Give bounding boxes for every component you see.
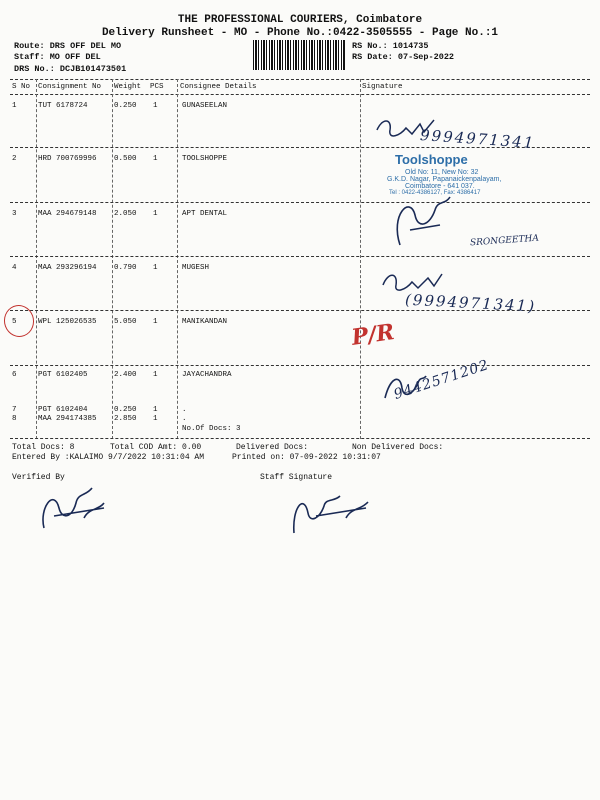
row-pcs: 1 xyxy=(153,406,158,414)
row-weight: 0.250 xyxy=(114,102,137,110)
column-divider xyxy=(112,79,113,439)
signature-scribble xyxy=(380,368,430,408)
stamp-address-line: G.K.D. Nagar, Papanaickenpalayam, xyxy=(387,176,502,183)
row-weight: 0.500 xyxy=(114,155,137,163)
column-divider xyxy=(360,79,361,439)
row-consignee: APT DENTAL xyxy=(182,210,228,218)
row-consignee: MUGESH xyxy=(182,264,210,272)
row-pcs: 1 xyxy=(153,371,158,379)
handwritten-phone: (9994971341) xyxy=(404,290,537,316)
row-divider xyxy=(10,365,590,366)
handwritten-phone: 9442571202 xyxy=(391,357,492,403)
company-title: THE PROFESSIONAL COURIERS, Coimbatore xyxy=(177,14,423,26)
row-consignment: WPL 125026535 xyxy=(38,318,97,326)
total-cod: Total COD Amt: 0.00 xyxy=(110,443,202,452)
handwritten-name: SRONGEETHA xyxy=(469,233,540,249)
entered-by: Entered By :KALAIMO 9/7/2022 10:31:04 AM xyxy=(12,453,205,462)
total-docs: Total Docs: 8 xyxy=(12,443,75,452)
row-consignee: GUNASEELAN xyxy=(182,102,228,110)
staff-signature-label: Staff Signature xyxy=(260,473,333,482)
row-consignment: PGT 6102404 xyxy=(38,406,88,414)
row-weight: 2.850 xyxy=(114,415,137,423)
verified-by-label: Verified By xyxy=(12,473,65,482)
printed-on: Printed on: 07-09-2022 10:31:07 xyxy=(232,453,381,462)
column-header-signature: Signature xyxy=(362,83,403,91)
pr-text: P/R xyxy=(349,319,397,351)
row-sno: 4 xyxy=(12,264,17,272)
drs-number: DRS No.: DCJB101473501 xyxy=(14,64,127,74)
barcode xyxy=(253,40,345,70)
delivered-docs: Delivered Docs: xyxy=(236,443,309,452)
divider xyxy=(10,94,590,95)
column-header-pcs: PCS xyxy=(150,83,164,91)
column-header-consignment: Consignment No xyxy=(38,83,102,91)
column-divider xyxy=(177,79,178,439)
red-circle-mark xyxy=(1,303,36,340)
row-consignee: TOOLSHOPPE xyxy=(182,155,228,163)
row-divider xyxy=(10,202,590,203)
row-divider xyxy=(10,256,590,257)
route-label: Route: DRS OFF DEL MO xyxy=(14,41,122,51)
row-consignee: MANIKANDAN xyxy=(182,318,228,326)
runsheet-subtitle: Delivery Runsheet - MO - Phone No.:0422-3505555 - Page No.:1 xyxy=(101,27,499,39)
row-weight: 5.050 xyxy=(114,318,137,326)
signature-scribble xyxy=(378,260,448,300)
row-pcs: 1 xyxy=(153,415,158,423)
handwritten-phone: 9994971341 xyxy=(419,125,536,153)
stamp-phone: Tel : 0422-4386127, Fax: 4386417 xyxy=(389,190,481,196)
row-consignment: MAA 294174385 xyxy=(38,415,97,423)
row-weight: 2.050 xyxy=(114,210,137,218)
pr-mark xyxy=(350,315,424,358)
row-pcs: 1 xyxy=(153,155,158,163)
row-consignment: HRD 700769996 xyxy=(38,155,97,163)
row-sno: 7 xyxy=(12,406,17,414)
rs-number: RS No.: 1014735 xyxy=(352,41,429,51)
row-pcs: 1 xyxy=(153,318,158,326)
row-consignment: MAA 294679148 xyxy=(38,210,97,218)
row-weight: 2.400 xyxy=(114,371,137,379)
row-pcs: 1 xyxy=(153,264,158,272)
row-consignment: MAA 293296194 xyxy=(38,264,97,272)
divider xyxy=(10,79,590,80)
row-sno: 3 xyxy=(12,210,17,218)
row-sno: 2 xyxy=(12,155,17,163)
row-consignment: PGT 6102405 xyxy=(38,371,88,379)
row-consignee: . xyxy=(182,415,187,423)
row-sno: 1 xyxy=(12,102,17,110)
verified-signature xyxy=(34,478,114,538)
stamp-address-line: Old No: 11, New No: 32 xyxy=(405,169,479,176)
divider xyxy=(10,438,590,439)
row-sno: 5 xyxy=(12,318,17,326)
row-consignee: . xyxy=(182,406,187,414)
non-delivered-docs: Non Delivered Docs: xyxy=(352,443,444,452)
row-pcs: 1 xyxy=(153,210,158,218)
signature-scribble xyxy=(380,185,460,255)
staff-signature xyxy=(286,488,376,538)
signature-scribble xyxy=(372,110,442,150)
row-sno: 8 xyxy=(12,415,17,423)
row-pcs: 1 xyxy=(153,102,158,110)
row-sno: 6 xyxy=(12,371,17,379)
row-consignee: JAYACHANDRA xyxy=(182,371,232,379)
staff-label: Staff: MO OFF DEL xyxy=(14,52,101,62)
no-of-docs: No.Of Docs: 3 xyxy=(182,425,241,433)
row-weight: 0.250 xyxy=(114,406,137,414)
column-header-sno: S No xyxy=(12,83,31,91)
row-weight: 0.790 xyxy=(114,264,137,272)
row-consignment: TUT 6178724 xyxy=(38,102,88,110)
stamp-address-line: Coimbatore - 641 037. xyxy=(405,183,475,190)
rs-date: RS Date: 07-Sep-2022 xyxy=(352,52,455,62)
column-header-consignee: Consignee Details xyxy=(180,83,257,91)
stamp-brand: Toolshoppe xyxy=(395,152,468,167)
column-header-weight: Weight xyxy=(114,83,142,91)
column-divider xyxy=(36,79,37,439)
